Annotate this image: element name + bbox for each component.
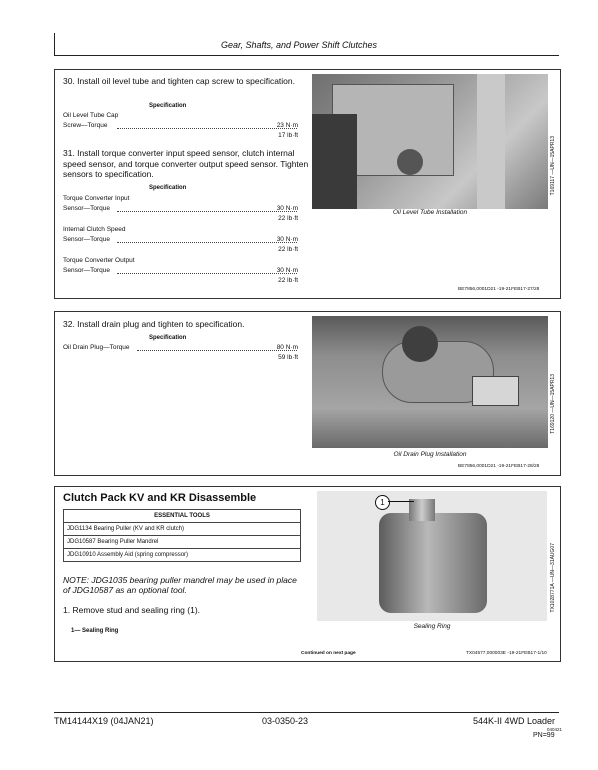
- figure-legend: 1— Sealing Ring: [71, 628, 119, 634]
- spec-heading: Specification: [149, 335, 187, 341]
- spec-value: 22 lb·ft: [278, 215, 298, 222]
- callout-circle: 1: [375, 495, 390, 510]
- photo-detail: [477, 74, 505, 209]
- footer-date-code: 040421: [547, 727, 563, 732]
- spec-name: Oil Drain Plug—Torque: [63, 344, 130, 351]
- continued-note: Continued on next page: [301, 651, 356, 656]
- figure-id: T169117 —UN—15APR13: [550, 136, 556, 196]
- panel-oil-level-tube: [54, 69, 561, 299]
- spec-name: Oil Level Tube Cap: [63, 112, 119, 119]
- clutch-pack-photo: [317, 491, 547, 621]
- figure-id: TX1028771A —UN—31AUG07: [550, 543, 556, 613]
- spec-name: Torque Converter Input: [63, 195, 130, 202]
- photo-detail: [312, 114, 357, 209]
- oil-drain-plug-photo: [312, 316, 548, 448]
- footer-page-number: 03-0350-23: [262, 716, 309, 726]
- spec-value: 22 lb·ft: [278, 277, 298, 284]
- step-32: 32. Install drain plug and tighten to specification.: [63, 319, 245, 329]
- tool-item: JDG10587 Bearing Puller Mandrel: [64, 536, 301, 549]
- photo-detail: [402, 326, 438, 362]
- footer-rule: [54, 712, 559, 713]
- spec-value: 30 N·m: [276, 236, 298, 243]
- note: NOTE: JDG1035 bearing puller mandrel may be used in place of JDG10587 as an optional tool.: [63, 575, 297, 595]
- step-31: 31. Install torque converter input speed sensor, clutch internal speed sensor, and torque converter output speed sensor. Tighten sensors to specification.: [63, 148, 309, 179]
- essential-tools-table: [63, 509, 301, 562]
- tool-item: JDG10910 Assembly Aid (spring compressor): [64, 549, 301, 562]
- tools-heading: ESSENTIAL TOOLS: [64, 510, 301, 523]
- photo-detail: [472, 376, 519, 406]
- spec-name: Sensor—Torque: [63, 236, 110, 243]
- photo-detail: [379, 513, 487, 613]
- step-1: 1. Remove stud and sealing ring (1).: [63, 605, 201, 615]
- photo-detail: [397, 149, 423, 175]
- spec-value: 22 lb·ft: [278, 246, 298, 253]
- figure-caption: Sealing Ring: [413, 623, 451, 630]
- procedure-title: Clutch Pack KV and KR Disassemble: [63, 492, 257, 504]
- header-bottom-rule: [54, 55, 559, 56]
- step-30: 30. Install oil level tube and tighten cap screw to specification.: [63, 76, 295, 86]
- spec-value: 17 lb·ft: [278, 132, 298, 139]
- spec-name: Screw—Torque: [63, 122, 108, 129]
- figure-id: T169120 —UN—15APR13: [550, 374, 556, 434]
- photo-detail: [409, 499, 435, 521]
- spec-value: 23 N·m: [276, 122, 298, 129]
- spec-value: 30 N·m: [276, 267, 298, 274]
- callout-leader: [388, 501, 414, 502]
- spec-name: Sensor—Torque: [63, 205, 110, 212]
- reference-code: BE7856,0001D21 -19-21FEB17-28/28: [458, 464, 540, 469]
- spec-value: 80 N·m: [276, 344, 298, 351]
- spec-value: 30 N·m: [276, 205, 298, 212]
- spec-name: Torque Converter Output: [63, 257, 135, 264]
- reference-code: TX04577,000003E -19-21FEB17-1/10: [466, 651, 547, 656]
- tool-item: JDG1134 Bearing Puller (KV and KR clutch): [64, 523, 301, 536]
- footer-manual-id: TM14144X19 (04JAN21): [54, 716, 154, 726]
- panel-clutch-pack-disassemble: [54, 486, 561, 662]
- footer-machine: 544K-II 4WD Loader: [473, 716, 556, 726]
- footer-pn: PN=99: [533, 732, 555, 739]
- oil-level-tube-photo: [312, 74, 548, 209]
- spec-heading: Specification: [149, 185, 187, 191]
- reference-code: BE7856,0001D21 -19-21FEB17-27/28: [458, 287, 540, 292]
- figure-caption: Oil Level Tube Installation: [392, 209, 468, 216]
- spec-name: Sensor—Torque: [63, 267, 110, 274]
- panel-oil-drain-plug: [54, 311, 561, 476]
- spec-heading: Specification: [149, 103, 187, 109]
- spec-value: 59 lb·ft: [278, 354, 298, 361]
- figure-caption: Oil Drain Plug Installation: [393, 451, 467, 458]
- section-title: Gear, Shafts, and Power Shift Clutches: [220, 40, 378, 50]
- spec-name: Internal Clutch Speed: [63, 226, 126, 233]
